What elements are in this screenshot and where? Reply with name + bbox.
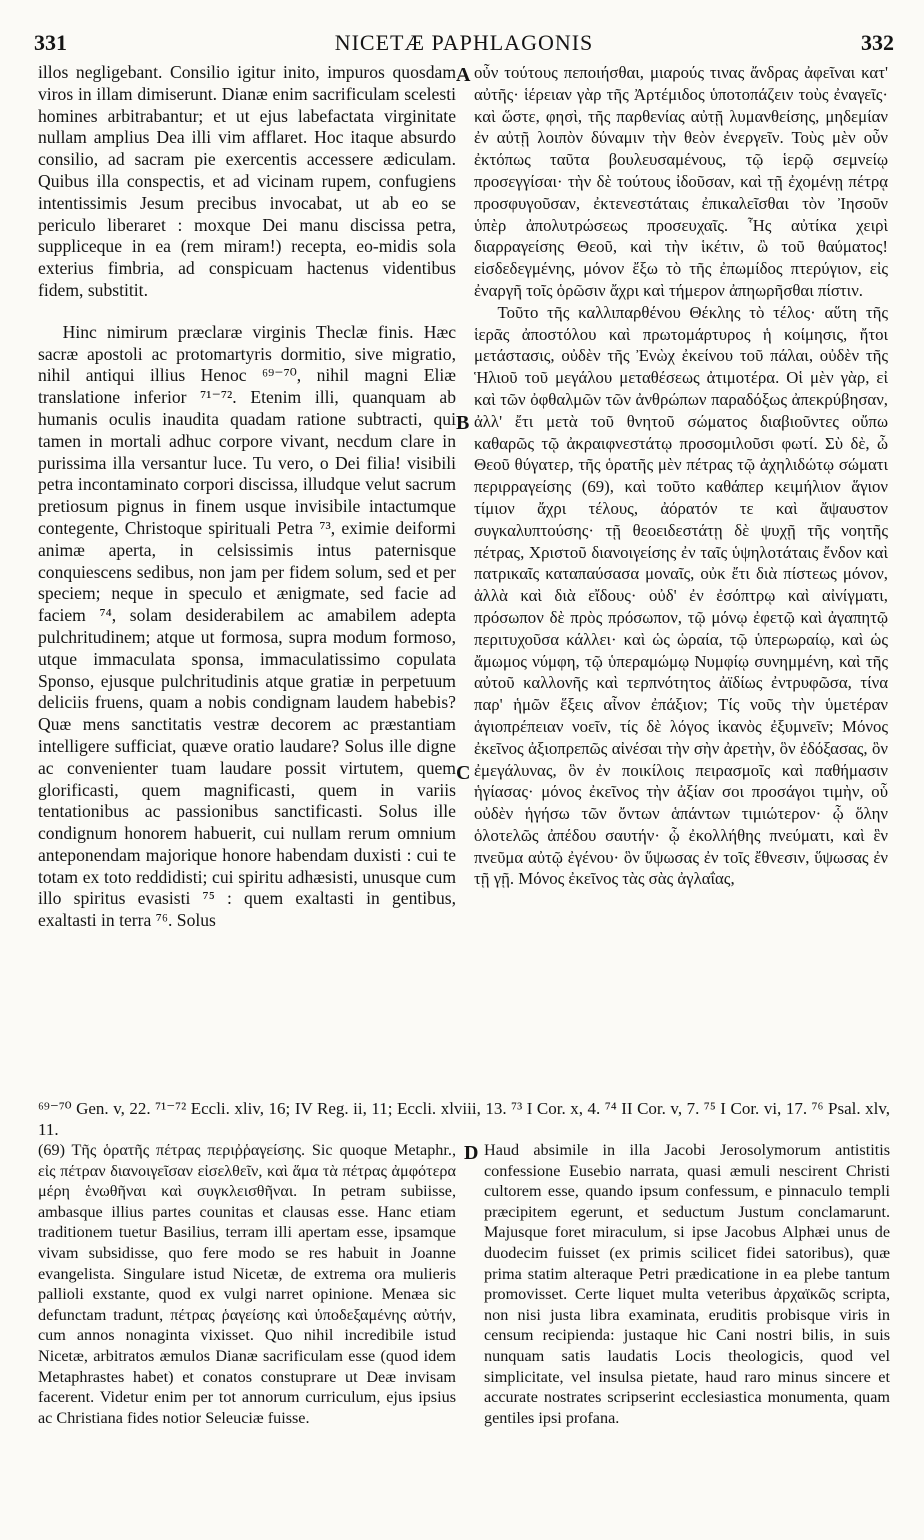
footnote-column-left (38, 1140, 456, 1470)
footnote-69: (69) Τῆς ὁρατῆς πέτρας περιῤῥαγείσης. Sic quoque Metaphr., εἰς πέτραν διανοιγεῖσαν εἰσελθεῖν, καὶ ἅμα τὰ πέτρας ἀμφότερα μέρη ἑνωθῆναι καὶ συγκλεισθῆναι. In petram subiisse, ambasque illius partes counitas et clausas esse. Hanc etiam traditionem tuetur Basilius, terram illi apertam esse, ipsamque vivam subsidisse, quo fere modo se res habuit in Joanne evangelista. Singulare istud Nicetæ, de extrema ora mulieris pallioli exstante, quod ex vulgi narret opinione. Menæa sic defunctam tradunt, πέτρας ῥαγείσης καὶ ὑποδεξαμένης αὐτήν, cum annos nonaginta vixisset. Quo nihil incredibile istud Nicetæ, arbitratos æmulos Dianæ sacrificulam esse (quod idem Metaphrastes habet) et conatos constuprare ut Deæ invisam facerent. Videtur enim per tot annorum curriculum, ejus ipsius ac Christiana fides notior Seleuciæ fuisse. (38, 1141, 456, 1427)
running-title: NICETÆ PAPHLAGONIS (334, 30, 594, 55)
footnote-column-right (484, 1140, 890, 1470)
margin-letter-d: D (464, 1142, 479, 1164)
margin-letter-c: C (456, 762, 471, 784)
scripture-references: ⁶⁹⁻⁷⁰ Gen. v, 22. ⁷¹⁻⁷² Eccli. xliv, 16; IV Reg. ii, 11; Eccli. xlviii, 13. ⁷³ I Cor. x, 4. ⁷⁴ II Cor. v, 7. ⁷⁵ I Cor. vi, 17. ⁷⁶ Psal. xlv, 11. (38, 1099, 890, 1139)
page-number-right: 332 (861, 30, 894, 55)
greek-paragraph-2: Τοῦτο τῆς καλλιπαρθένου Θέκλης τὸ τέλος· αὕτη τῆς ἱερᾶς ἀποστόλου καὶ πρωτομάρτυρος ἡ κοίμησις, ἤτοι μετάστασις, οὐδὲν τῆς Ἐνὼχ ἐκείνου τοῦ πάλαι, οὐδὲν τῆς Ἡλιοῦ τοῦ μεγάλου μεταθέσεως ἀτιμοτέρα. Οἱ μὲν γὰρ, εἰ καὶ τῶν ὀφθαλμῶν τῶν ἀνθρώπων παραδόξως ἀπεκρύβησαν, ἀλλ' ἔτι μετὰ τοῦ θνητοῦ σώματος διαβιοῦντες οὔπω καθαρῶς τῷ ἀκραιφνεστάτῳ προσομιλοῦσι φωτί. Σὺ δὲ, ὦ Θεοῦ θύγατερ, τῆς ὁρατῆς μὲν πέτρας τῷ ἀχηλιδώτῳ σώματι περιρραγείσης (69), καὶ τοῦτο καθάπερ κειμήλιον ἅγιον τίμιον ἄχρι τέλους, ἀόρατόν τε καὶ ἄψαυστον συγκαλυπτούσης· τῇ θεοειδεστάτῃ δὲ ψυχῇ τῆς νοητῆς πέτρας, Χριστοῦ διανοιγείσης ἐν ταῖς ὑψηλοτάταις ἔνδον καὶ πατρικαῖς καταπαύσασα μοναῖς, οὐκ ἔτι διὰ πίστεως μόνον, ἀλλὰ καὶ διὰ εἴδους· οὐδ' ἐν ἐσόπτρῳ καὶ αἰνίγματι, πρόσωπον δὲ πρὸς πρόσωπον, τῷ μόνῳ ἐφετῷ καὶ ἀγαπητῷ περιτυχοῦσα κάλλει· καὶ ὡς ὡραία, τῷ ὑπερωραίῳ, καὶ ὡς ἄμωμος νύμφη, τῷ ὑπεραμώμῳ Νυμφίῳ συνημμένη, καὶ τῆς αὐτοῦ καλλονῆς καὶ τερπνότητος ἀϊδίως ἐντρυφῶσα, τίνα παρ' ἡμῶν ἕξεις αἶνον ἐπάξιον; Τίς νοῦς τὴν ὑμετέραν ἁγιοπρέπειαν νοεῖν, τίς δὲ λόγος ἱκανὸς ἐξυμνεῖν; Μόνος ἐκεῖνος ἀξιοπρεπῶς αἰνέσαι τὴν σὴν ἀρετὴν, ὃν ἐδόξασας, ὃν ἐμεγάλυνας, ὃν ἐν ποικίλοις πειρασμοῖς καὶ παθήμασιν ἡγίασας· μόνος ἐκεῖνος τὴν ἀξίαν σοι προσάγοι τιμὴν, οὗ οὐδὲν ἡγήσω τῶν ὄντων ἁπάντων τιμιώτερον· ᾧ ὅλην ὁλοτελῶς ἀπέδου σαυτήν· ᾧ ἐκολλήθης πνεύματι, καὶ ἓν πνεῦμα αὐτῷ ἐγένου· ὃν ὕψωσας ἐν τοῖς ἔθνεσιν, ὕψωσας ἐν τῇ γῇ. Μόνος ἐκεῖνος τὰς σὰς ἀγλαΐας, (474, 302, 888, 889)
footnote-continuation: Haud absimile in illa Jacobi Jerosolymorum antistitis confessione Eusebio narrata, quasi æmuli nescirent Christi cultorem esse, quando ipsum confessum, e pinnaculo templi præcipitem egerunt, et seductum Justum conclamarunt. Majusque foret miraculum, si ipse Jacobus Alphæi unus de duodecim fuisset (ex primis scilicet fidei satoribus), quæ prima statim alteraque Petri prædicatione in ea plebe tantum promovisset. Certe liquet multa veteribus ἀρχαϊκῶς scripta, non nisi justa libra examinata, eruditis probisque viris in censum recipienda: justaque hic Cani nostri bilis, in suis nunquam satis laudatis Locis theologicis, quod vel simplicitate, vel insulsa pietate, haud raro minus sincere et accurate nostrates scripserint ecclesiastica monumenta, quam gentiles ipsi profana. (484, 1141, 890, 1427)
latin-paragraph-1: illos negligebant. Consilio igitur inito, impuros quosdam viros in illam dimiserunt. Dianæ enim sacrificulam scelesti homines arbitrabantur; et ut ejus labefactata virginitate nullam amplius Dea illi vim afflaret. Hoc itaque absurdo consilio, ad sacram pie exercentis accessere ædiculam. Quibus illa conspectis, et ad vicinam rupem, confugiens intentissimis Jesum precibus invocabat, ut ab eo se periculo liberaret : moxque Dei manu discissa petra, suppliceque in ea (rem miram!) recepta, eo-midis sola exterius fimbria, ad conspicuam hactenus videntibus fidem, substitit. (38, 62, 456, 300)
margin-letter-a: A (456, 64, 471, 86)
page-number-left: 331 (34, 30, 67, 55)
greek-column (474, 62, 888, 1084)
latin-column (38, 62, 456, 1084)
latin-paragraph-2: Hinc nimirum præclaræ virginis Theclæ finis. Hæc sacræ apostoli ac protomartyris dormitio, sive migratio, nihil antiqui illius Henoc ⁶⁹⁻⁷⁰, nihil magni Eliæ translatione inferior ⁷¹⁻⁷². Etenim illi, quanquam ab humanis oculis inaudita quadam ratione subtracti, qui tamen in mortali adhuc corpore vivant, necdum clare in purissima illa versantur luce. Tu vero, o Dei filia! visibili petra incontaminato corpori discissa, illudque velut sacrum pretiosum pignus in finem usque invisibile intactumque contegente, Christoque spirituali Petra ⁷³, eximie deiformi animæ aperta, in celsissimis intus paternisque conquiescens sedibus, non jam per fidem solum, sed et per speciem; neque in speculo et ænigmate, sed facie ad faciem ⁷⁴, solam desiderabilem ac amabilem adepta pulchritudinem; atque ut formosa, supra modum formoso, utque immaculata sponsa, immaculatissimo copulata Sponso, ejusque pulchritudinis atque gratiæ in perpetuum deliciis fruens, quam a nobis condignam laudem habebis? Quæ mens sanctitatis vestræ decorem ac præstantiam intelligere sufficiat, quæve oratio laudare? Solus ille digne ac convenienter tuam laudare possit virtutem, quem glorificasti, quem magnificasti, quem in variis tentationibus ac passionibus sanctificasti. Solus ille condignum honorem habuerit, cui nullam rerum omnium anteponendam majorique honore habendam duxisti : cui te totam ex toto reddidisti; cui spiritu adhæsisti, unusque cum illo spiritus evasisti ⁷⁵ : quem exaltasti in gentibus, exaltasti in terra ⁷⁶. Solus (38, 321, 456, 931)
margin-letter-b: B (456, 412, 470, 434)
greek-paragraph-1: οὖν τούτους πεποιήσθαι, μιαρούς τινας ἄνδρας ἀφεῖναι κατ' αὐτῆς· ἱέρειαν γὰρ τῆς Ἀρτέμιδος ὑποτοπάζειν τοὺς ἐναγεῖς· καὶ ὥστε, φησὶ, τῆς παρθενίας αὐτῇ λυμανθείσης, μηδεμίαν ἐν αὐτῇ λοιπὸν δύναμιν τὴν θεὸν ἐνεργεῖν. Τοὺς μὲν οὖν ἐκτόπως ταῦτα βουλευσαμένους, τῷ ἱερῷ σεμνείῳ προσεγγίσαι· τὴν δὲ τούτους ἰδοῦσαν, καὶ τῇ ἐχομένῃ πέτρᾳ προσφυγοῦσαν, ἐκτενεστάταις ἐπικαλεῖσθαι τὸν Ἰησοῦν ὑπὲρ ἀπολυτρώσεως προσευχαῖς. Ἧς αὐτίκα χειρὶ διαρραγείσης Θεοῦ, καὶ τὴν ἱκέτιν, ὢ τοῦ θαύματος! εἰσδεδεγμένης, μόνον ἔξω τὸ τῆς ἐπωμίδος πτερύγιον, εἰς ἐναργῆ τοῖς ὁρῶσιν ἄχρι καὶ τήμερον ἀπηωρῆσθαι πίστιν. (474, 63, 888, 300)
running-header (34, 30, 894, 60)
